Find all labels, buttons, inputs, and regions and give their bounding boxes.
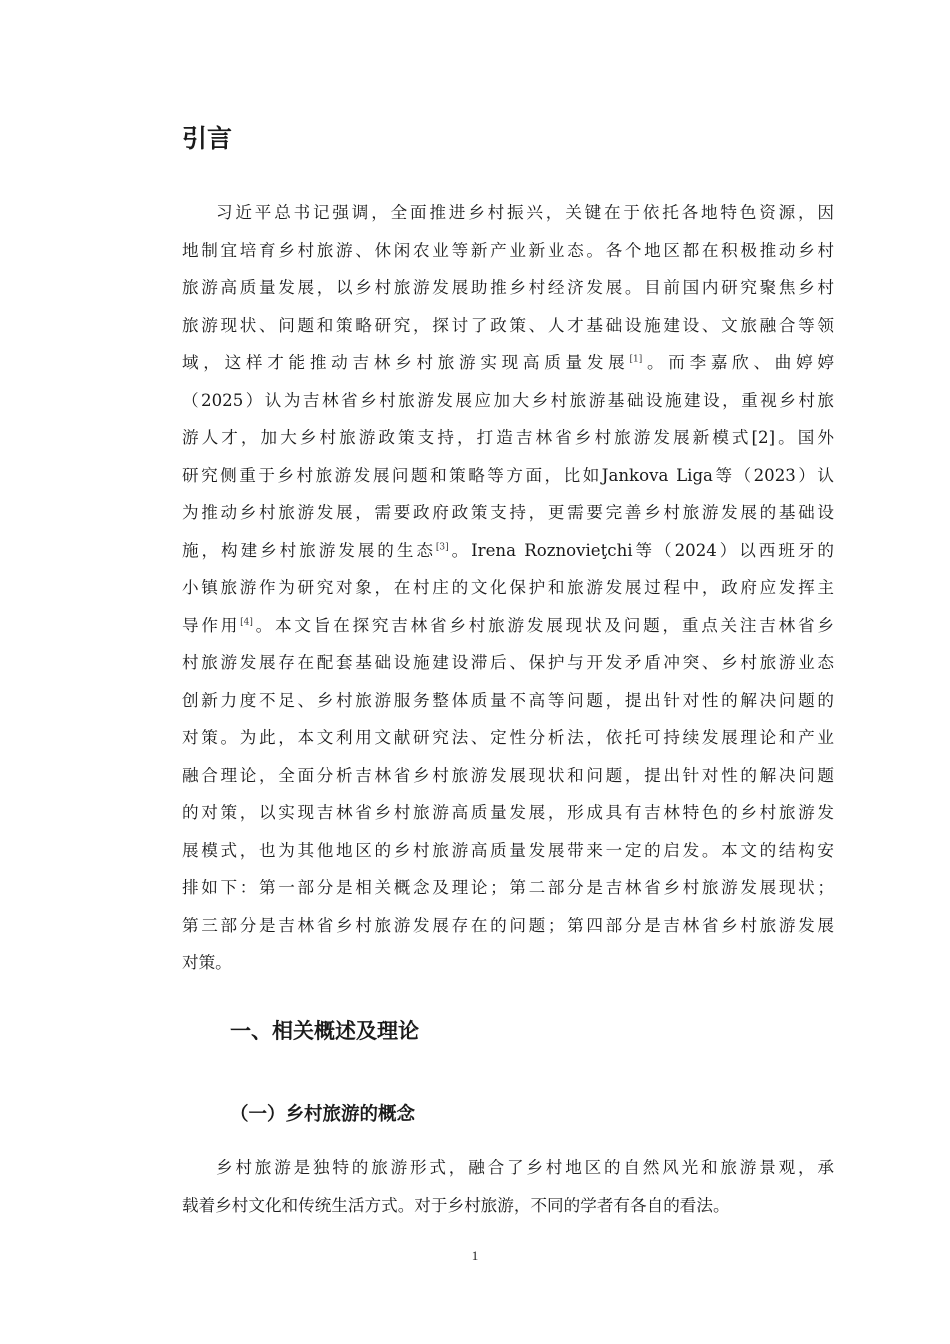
citation-reference[interactable]: [3] [435,541,449,552]
text-segment: 。而李嘉欣、曲婷婷 [642,353,834,372]
text-line: （2025）认为吉林省乡村旅游发展应加大乡村旅游基础设施建设，重视乡村旅 [182,390,834,410]
text-segment: 。本文旨在探究吉林省乡村旅游发展现状及问题，重点关注吉林省乡 [252,615,834,635]
section-heading: 一、相关概述及理论 [230,1019,419,1043]
citation-reference[interactable]: [4] [240,616,253,627]
text-line: 旅游现状、问题和策略研究，探讨了政策、人才基础设施建设、文旅融合等领 [182,315,834,335]
subsection-paragraph [182,1149,834,1224]
text-segment: 导作用 [182,615,241,635]
text-segment: 。Irena Roznovieţchi等（2024）以西班牙的 [448,540,834,560]
text-line: 创新力度不足、乡村旅游服务整体质量不高等问题，提出针对性的解决问题的 [182,690,834,710]
text-line: 对策。为此，本文利用文献研究法、定性分析法，依托可持续发展理论和产业 [182,728,834,747]
text-line: 乡村旅游是独特的旅游形式，融合了乡村地区的自然风光和旅游景观，承 [216,1158,834,1177]
text-line: 为推动乡村旅游发展，需要政府政策支持，更需要完善乡村旅游发展的基础设 [182,503,834,522]
text-line: 游人才，加大乡村旅游政策支持，打造吉林省乡村旅游发展新模式[2]。国外 [182,428,834,447]
text-line: 融合理论，全面分析吉林省乡村旅游发展现状和问题，提出针对性的解决问题 [182,765,834,785]
text-line: 研究侧重于乡村旅游发展问题和策略等方面，比如Jankova Liga等（2023）认 [182,465,834,485]
citation-reference[interactable]: [1] [629,354,643,365]
text-line: 习近平总书记强调，全面推进乡村振兴，关键在于依托各地特色资源，因 [216,203,834,222]
subsection-heading: （一）乡村旅游的概念 [230,1104,416,1125]
text-line: 村旅游发展存在配套基础设施建设滞后、保护与开发矛盾冲突、乡村旅游业态 [182,653,834,672]
text-line: 地制宜培育乡村旅游、休闲农业等新产业新业态。各个地区都在积极推动乡村 [182,240,834,260]
text-segment: 施，构建乡村旅游发展的生态 [182,540,436,560]
text-line: 载着乡村文化和传统生活方式。对于乡村旅游，不同的学者有各自的看法。 [182,1195,730,1215]
text-line: 展模式，也为其他地区的乡村旅游高质量发展带来一定的启发。本文的结构安 [182,840,834,860]
text-line: 第三部分是吉林省乡村旅游发展存在的问题；第四部分是吉林省乡村旅游发展 [182,915,834,935]
intro-heading: 引言 [182,124,233,153]
text-line: 小镇旅游作为研究对象，在村庄的文化保护和旅游发展过程中，政府应发挥主 [182,578,834,597]
text-line: 排如下：第一部分是相关概念及理论；第二部分是吉林省乡村旅游发展现状； [182,878,834,897]
text-line [182,607,834,645]
intro-paragraph [182,194,834,982]
text-line: 对策。 [182,953,232,972]
text-line: 旅游高质量发展，以乡村旅游发展助推乡村经济发展。目前国内研究聚焦乡村 [182,278,834,297]
text-line: 的对策，以实现吉林省乡村旅游高质量发展，形成具有吉林特色的乡村旅游发 [182,803,834,822]
page-number: 1 [471,1248,479,1263]
text-segment: 域，这样才能推动吉林乡村旅游实现高质量发展 [182,353,630,372]
text-line [182,344,834,382]
text-line [182,532,834,570]
